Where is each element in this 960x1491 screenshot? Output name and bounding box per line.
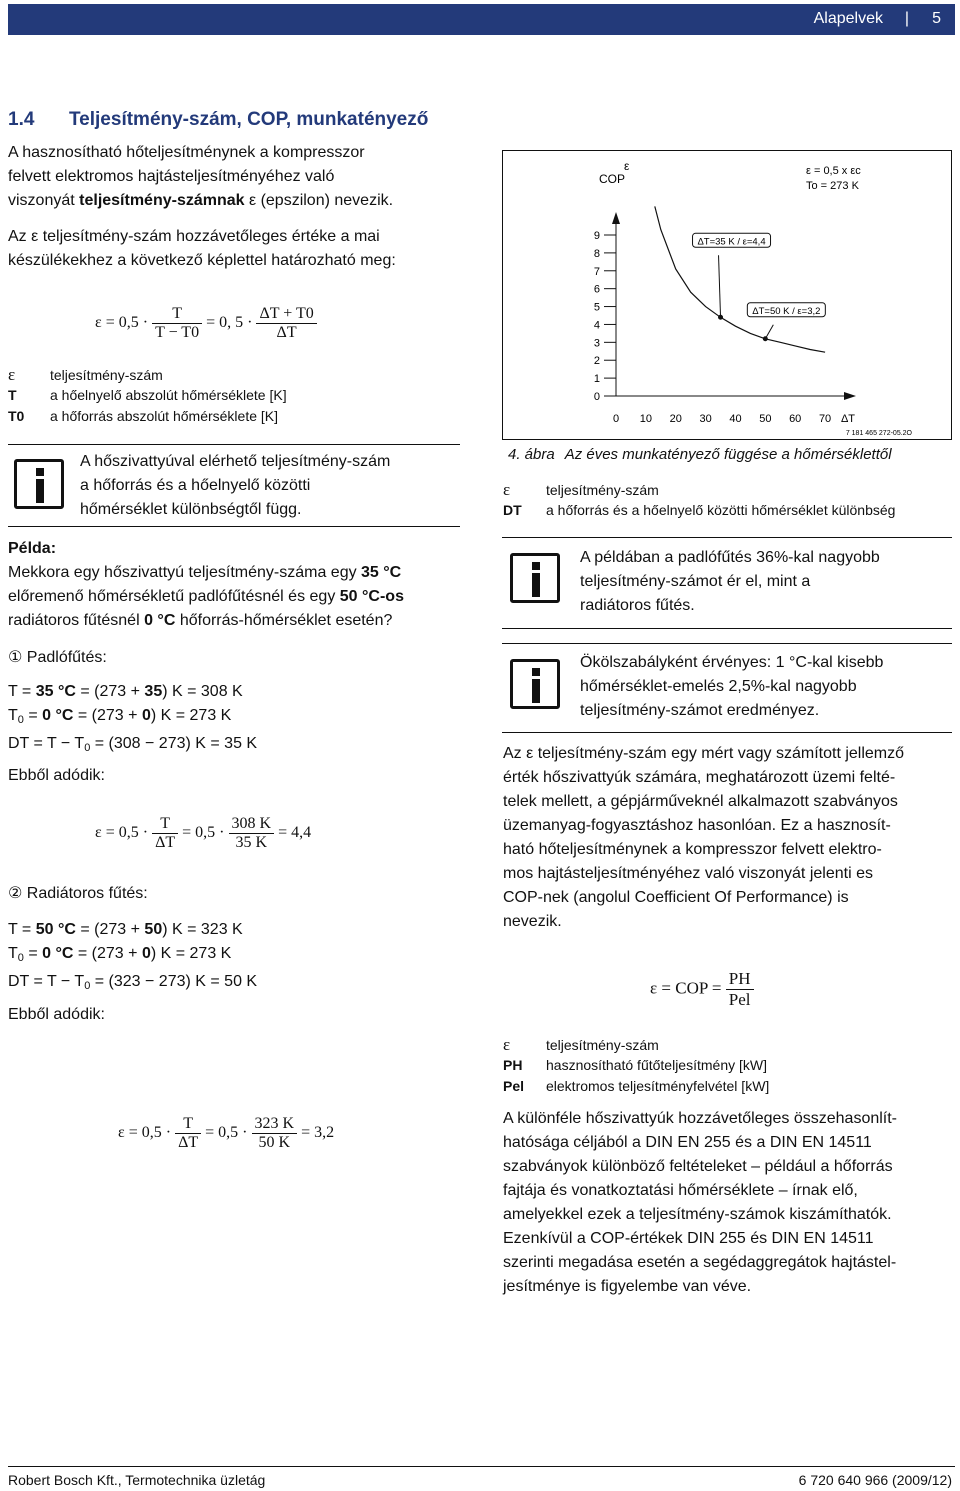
chart-note-t0: To = 273 K <box>806 180 859 192</box>
y-tick-label: 3 <box>593 337 600 350</box>
y-tick-label: 2 <box>593 355 600 368</box>
annotation-label: ΔT=35 K / ε=4,4 <box>697 236 766 248</box>
info1-bottom-rule <box>8 526 460 527</box>
x-axis-label: ΔT <box>840 413 856 425</box>
approx-paragraph: Az ε teljesítmény-szám hozzávetőleges értéke a mai készülékekhez a következő képlettel határozható meg: <box>8 228 396 269</box>
header-page-number: 5 <box>932 10 941 27</box>
annotation-point <box>718 315 723 320</box>
x-tick-label: 70 <box>818 413 832 425</box>
y-tick-label: 1 <box>593 373 600 386</box>
cop-chart <box>502 150 952 440</box>
formula-case2: ε = 0,5 · $\frac{T}{\Delta T}$ = 0,5 · $\frac{323 K}{50 K}$ = 3,2 <box>118 1115 335 1151</box>
case2-calc: T = 50 °C = (273 + 50) K = 323 K $T_0 = 0$ °C = (273 + 0) K = 273 K DT = $T - T_0 = (323 - 273) K = 50$ K <box>8 921 258 992</box>
x-tick-label: 30 <box>699 413 712 425</box>
info1-top-rule <box>8 444 460 445</box>
info-icon <box>14 459 64 509</box>
footer-right: 6 720 640 966 (2009/12) <box>798 1472 952 1488</box>
info2-text: A példában a padlófűtés 36%-kal nagyobb teljesítmény-számot ér el, mint a radiátoros fűtés. <box>580 549 880 614</box>
y-tick-label: 5 <box>593 301 600 314</box>
y-tick-label: 8 <box>593 247 600 260</box>
example-block: Példa: Mekkora egy hőszivattyú teljesítmény-száma egy 35 °C előremenő hőmérsékletű padlófűtésnél és egy 50 °C-os radiátoros fűtésnél 0 °C hőforrás-hőmérséklet esetén? <box>8 540 404 629</box>
case1-ebbol: Ebből adódik: <box>8 767 105 784</box>
info3-bottom-rule <box>502 732 952 733</box>
formula-cop: ε = COP = $\frac{PH}{\text{Pel}}$ <box>650 969 754 1010</box>
legend-formula1: ε teljesítmény-szám T a hőelnyelő abszolút hőmérséklete [K] T0 a hőforrás abszolút hőmérséklete [K] <box>8 365 287 424</box>
info1-text: A hőszivattyúval elérhető teljesítmény-szám a hőforrás és a hőelnyelő közötti hőmérséklet különbségtől függ. <box>80 453 391 518</box>
legend-figure: ε teljesítmény-szám DT a hőforrás és a hőelnyelő közötti hőmérséklet különbség <box>503 480 896 518</box>
annotation-leader <box>719 255 721 317</box>
y-axis-label-cop: COP <box>598 172 626 186</box>
x-tick-label: 40 <box>729 413 742 425</box>
case1-calc: T = 35 °C = (273 + 35) K = 308 K $T_0 = 0$ °C = (273 + 0) K = 273 K DT = $T - T_0 = (308 - 273) K = 35$ K <box>8 683 258 754</box>
annotation-point <box>763 336 768 341</box>
header-separator: | <box>904 10 909 27</box>
header-title: Alapelvek <box>813 10 883 27</box>
x-axis-arrow <box>844 392 856 400</box>
formula-epsilon: ε = 0,5 · $\frac{T}{T - T0}$ = 0, 5 · $\frac{\Delta T + T0}{\Delta T}$ <box>95 305 317 342</box>
cop-curve <box>655 206 825 352</box>
y-axis-label-epsilon: ε <box>624 159 630 173</box>
intro-paragraph: A hasznosítható hőteljesítménynek a kompresszor felvett elektromos hajtásteljesítményéhez való viszonyát teljesítmény-számnak ε (epszilon) nevezik. <box>8 144 394 209</box>
info-icon <box>510 659 560 709</box>
legend-cop: ε teljesítmény-szám PH hasznosítható fűtőteljesítmény [kW] Pel elektromos teljesítményfelvétel [kW] <box>503 1035 770 1094</box>
footer-left: Robert Bosch Kft., Termotechnika üzletág <box>8 1472 266 1488</box>
figure-code: 7 181 465 272-05.2O <box>845 430 912 437</box>
chart-note-formula: ε = 0,5 x εc <box>806 165 861 177</box>
header-bar <box>8 4 955 35</box>
section-heading <box>8 109 428 131</box>
info3-text: Ökölszabályként érvényes: 1 °C-kal kisebb hőmérséklet-emelés 2,5%-kal nagyobb teljesítmény-számot eredményez. <box>580 654 884 719</box>
y-tick-label: 9 <box>593 230 600 242</box>
x-tick-label: 60 <box>789 413 802 425</box>
figure-caption: 4. ábra Az éves munkatényező függése a hőmérséklettől <box>508 446 892 463</box>
formula-case1: ε = 0,5 · $\frac{T}{\Delta T}$ = 0,5 · $\frac{308 K}{35 K}$ = 4,4 <box>95 815 312 851</box>
info2-bottom-rule <box>502 628 952 629</box>
x-tick-label: 20 <box>669 413 682 425</box>
case1-title: ① Padlófűtés: <box>8 649 107 666</box>
info2-top-rule <box>502 537 952 538</box>
x-tick-label: 50 <box>759 413 772 425</box>
y-tick-label: 4 <box>593 319 600 332</box>
y-tick-label: 6 <box>593 283 600 296</box>
section-number: 1.4 <box>8 109 35 130</box>
case2-title: ② Radiátoros fűtés: <box>8 885 148 902</box>
x-tick-label: 0 <box>612 413 620 425</box>
cop-paragraph: Az ε teljesítmény-szám egy mért vagy számított jellemző érték hőszivattyúk számára, meghatározott üzemi felté- telek mellett, a gépjárműveknél alkalmazott szabványos üzemanyag-fogyasztáshoz hasonlóan. Ez a hasznosít- ható hőteljesítménynek a kompresszor felvett elektro- mos hajtásteljesítményéhez való viszonyát jelenti es COP-nek (angolul Coefficient Of Performance) is nevezik. <box>503 745 905 930</box>
y-axis-arrow <box>612 212 620 224</box>
case2-ebbol: Ebből adódik: <box>8 1006 105 1023</box>
section-title: Teljesítmény-szám, COP, munkatényező <box>68 109 429 130</box>
x-tick-label: 10 <box>639 413 652 425</box>
info3-top-rule <box>502 643 952 644</box>
annotation-label: ΔT=50 K / ε=3,2 <box>752 305 821 317</box>
y-tick-label: 0 <box>593 391 600 403</box>
standards-paragraph: A különféle hőszivattyúk hozzávetőleges összehasonlít- hatósága céljából a DIN EN 255 és a DIN EN 14511 szabványok különböző feltételeket – például a hőforrás fajtája és vonatkoztatási hőmérséklete – írnak elő, amelyekkel ezek a teljesítmény-számok kiszámíthatók. Ezenkívül a COP-értékek DIN 255 és DIN EN 14511 szerinti megadása esetén a segédaggregátok hajtástel- jesítménye is figyelembe van véve. <box>503 1110 898 1295</box>
footer-rule <box>8 1466 955 1467</box>
y-tick-label: 7 <box>593 265 600 278</box>
info-icon <box>510 553 560 603</box>
